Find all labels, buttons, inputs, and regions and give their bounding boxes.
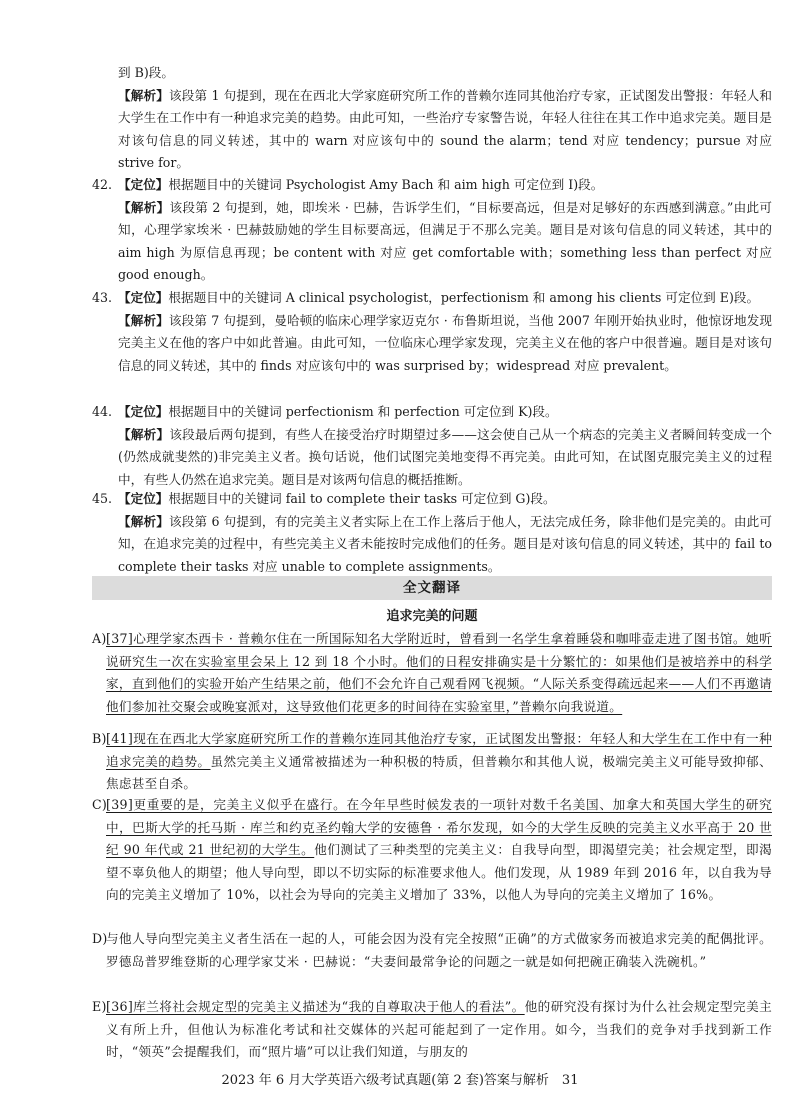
locate-line [92,401,772,424]
analysis-text: 该段第 6 句提到，有的完美主义者实际上在工作上落后于他人，无法完成任务，除非他们是完美的。由此可知，在追求完美的过程中，有些完美主义者未能按时完成他们的任务。题目是对该句信息的同义转述，其中的 fail to complete their tasks 对应 unable to complete assignments。 [118,513,772,574]
locate-tag: 【定位】 [118,177,169,192]
underlined-text: [41]现在在西北大学家庭研究所工作的普赖尔连同其他治疗专家，正试图发出警报：年轻人和大学生在工作中有一种追求完美的趋势。 [106,731,772,769]
paragraph-letter: C) [92,797,108,812]
intro-line: 到 B)段。 [118,65,174,80]
paragraph-b [92,728,772,796]
analysis-tag: 【解析】 [118,513,170,529]
analysis-line [92,424,772,492]
locate-text: 根据题目中的关键词 Psychologist Amy Bach 和 aim high 可定位到 I)段。 [168,177,604,192]
locate-tag: 【定位】 [118,404,169,419]
locate-tag: 【定位】 [118,491,169,506]
analysis-tag: 【解析】 [118,312,169,328]
analysis-tag: 【解析】 [118,199,170,215]
analysis-tag: 【解析】 [118,87,170,103]
underlined-text: [36]库兰将社会规定型的完美主义描述为“我的自尊取决于他人的看法”。 [106,999,525,1014]
page-footer: 2023 年 6 月大学英语六级考试真题(第 2 套)答案与解析 31 [221,1073,579,1088]
paragraph-letter: B) [92,731,107,746]
analysis-text: 该段最后两句提到，有些人在接受治疗时期望过多——这会使自己从一个病态的完美主义者瞬间转变成一个(仍然成就斐然的)非完美主义者。换句话说，他们试图完美地变得不再完美。由此可知，在试图克服完美主义的过程中，有些人仍然在追求完美。题目是对该两句信息的概括推断。 [118,426,773,487]
intro-analysis [92,85,772,175]
locate-text: 根据题目中的关键词 fail to complete their tasks 可定位到 G)段。 [168,491,556,506]
paragraph-c [92,794,772,907]
answer-item-45 [92,488,772,578]
paragraph-text: 与他人导向型完美主义者生活在一起的人，可能会因为没有完全按照“正确”的方式做家务而被追求完美的配偶批评。罗德岛普罗维登斯的心理学家艾米 · 巴赫说：“夫妻间最常争论的问题之一就是如何把碗正确装入洗碗机。” [106,931,772,969]
locate-text: 根据题目中的关键词 A clinical psychologist，perfectionism 和 among his clients 可定位到 E)段。 [168,290,760,305]
analysis-line [92,310,772,378]
paragraph-a [92,628,772,718]
underlined-text: [39]更重要的是，完美主义似乎在盛行。在今年早些时候发表的一项针对数千名美国、加拿大和英国大学生的研究中，巴斯大学的托马斯 · 库兰和约克圣约翰大学的安德鲁 · 希尔发现，如今的大学生反映的完美主义水平高于 20 世纪 90 年代或 21 世纪初的大学生。 [106,797,772,858]
intro-block [92,62,772,175]
locate-text: 根据题目中的关键词 perfectionism 和 perfection 可定位到 K)段。 [168,404,558,419]
locate-line [92,287,772,310]
answer-item-43 [92,287,772,377]
paragraph-letter: E) [92,999,107,1014]
answer-item-42 [92,174,772,287]
paragraph-letter: A) [92,631,107,646]
paragraph-e [92,996,772,1064]
underlined-text: [37]心理学家杰西卡 · 普赖尔住在一所国际知名大学附近时，曾看到一名学生拿着睡袋和咖啡壶走进了图书馆。她听说研究生一次在实验室里会呆上 12 到 18 个小时。他们的日程安排确实是十分繁忙的：如果他们是被培养中的科学家，直到他们的实验开始产生结果之前，他们不会允许自己观看网飞视频。“人际关系变得疏远起来——人们不再邀请他们参加社交聚会或晚宴派对，这导致他们花更多的时间待在实验室里，”普赖尔向我说道。 [106,631,772,714]
analysis-tag: 【解析】 [118,426,170,442]
analysis-text: 该段第 7 句提到，曼哈顿的临床心理学家迈克尔 · 布鲁斯坦说，当他 2007 年刚开始执业时，他惊讶地发现完美主义在他的客户中如此普遍。由此可知，一位临床心理学家发现，完美主义在他的客户中很普遍。题目是对该句信息的同义转述，其中的 finds 对应该句中的 was surprised by；widespread 对应 prevalent。 [118,312,773,373]
item-number: 42. [92,177,113,192]
item-number: 43. [92,290,113,305]
locate-line [92,488,772,511]
paragraph-letter: D) [92,931,108,946]
item-number: 45. [92,491,113,506]
answer-item-44 [92,401,772,491]
locate-line [92,174,772,197]
paragraph-text: 虽然完美主义通常被描述为一种积极的特质，但普赖尔和其他人说，极端完美主义可能导致抑郁、焦虑甚至自杀。 [106,753,772,792]
paragraph-text: 他的研究没有探讨为什么社会规定型完美主义有所上升，但他认为标准化考试和社交媒体的兴起可能起到了一定作用。如今，当我们的竞争对手找到新工作时，“领英”会提醒我们，而“照片墙”可以让我们知道，与朋友的 [106,999,773,1060]
analysis-text: 该段第 1 句提到，现在在西北大学家庭研究所工作的普赖尔连同其他治疗专家，正试图发出警报：年轻人和大学生在工作中有一种追求完美的趋势。由此可知，一些治疗专家警告说，年轻人往往在其工作中追求完美。题目是对该句信息的同义转述，其中的 warn 对应该句中的 sound the alarm；tend 对应 tendency；pursue 对应 strive for。 [118,87,772,171]
analysis-line [92,197,772,287]
analysis-line [92,511,772,579]
item-number: 44. [92,404,113,419]
section-title: 全文翻译 [92,576,772,600]
paragraph-text: 他们测试了三种类型的完美主义：自我导向型，即渴望完美；社会规定型，即渴望不辜负他人的期望；他人导向型，即以不切实际的标准要求他人。他们发现，从 1989 年到 2016 年，以自我为导向的完美主义增加了 10%，以社会为导向的完美主义增加了 33%，以他人为导向的完美主义增加了 16%。 [106,842,772,903]
article-title: 追求完美的问题 [386,609,478,624]
analysis-text: 该段第 2 句提到，她，即埃米 · 巴赫，告诉学生们，“目标要高远，但是对足够好的东西感到满意。”由此可知，心理学家埃米 · 巴赫鼓励她的学生目标要高远，但满足于不那么完美。题目是对该句信息的同义转述，其中的 aim high 为原信息再现；be content with 对应 get comfortable with；something less than perfect 对应 good enough。 [118,199,772,283]
locate-tag: 【定位】 [118,290,169,305]
paragraph-d [92,928,772,973]
